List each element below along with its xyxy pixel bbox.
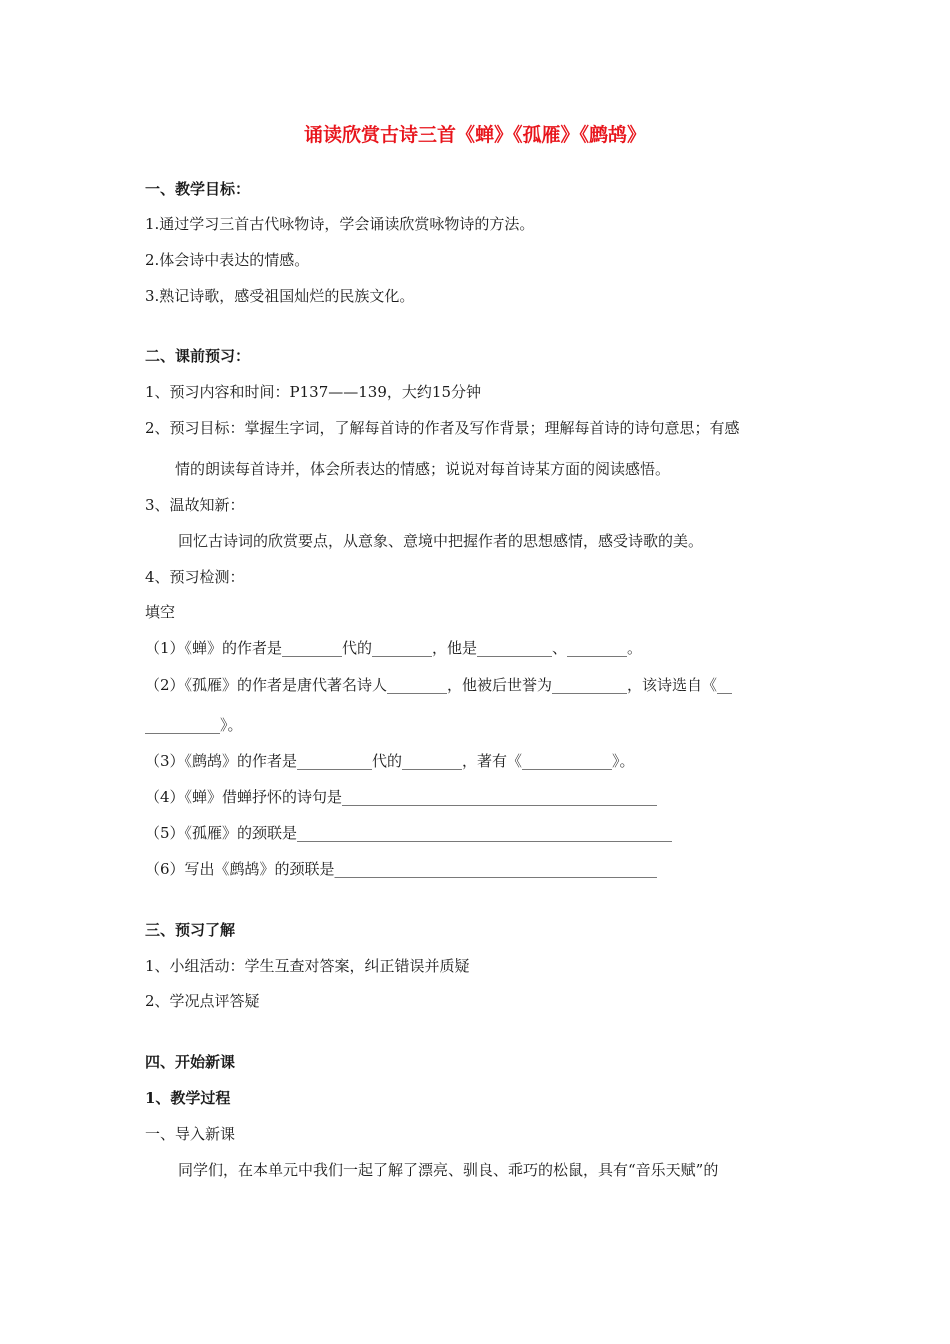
preview-item: 1、预习内容和时间：P137——139，大约15分钟: [145, 383, 481, 401]
fill-blank-question: （4）《蝉》借蝉抒怀的诗句是__________________________________________: [145, 788, 658, 806]
preview-paragraph: 回忆古诗词的欣赏要点，从意象、意境中把握作者的思想感情，感受诗歌的美。: [178, 532, 704, 550]
section-heading-goals: 一、教学目标：: [145, 180, 251, 198]
subsection-heading: 1、教学过程: [145, 1089, 231, 1107]
preview-item: 2、预习目标：掌握生字词，了解每首诗的作者及写作背景；理解每首诗的诗句意思；有感: [145, 419, 740, 437]
preview-item: 4、预习检测：: [145, 568, 245, 586]
fill-blank-question: （2）《孤雁》的作者是唐代著名诗人________，他被后世誉为__________，该诗选自《__: [145, 676, 733, 694]
document-title: 诵读欣赏古诗三首《蝉》《孤雁》《鹧鸪》: [303, 124, 646, 146]
lesson-paragraph: 同学们，在本单元中我们一起了解了漂亮、驯良、乖巧的松鼠，具有“音乐天赋”的: [178, 1161, 719, 1179]
goal-item: 1.通过学习三首古代咏物诗，学会诵读欣赏咏物诗的方法。: [145, 215, 535, 233]
fill-blank-question: （3）《鹧鸪》的作者是__________代的________，著有《____________》。: [145, 752, 635, 770]
goal-item: 2.体会诗中表达的情感。: [145, 251, 310, 269]
goal-item: 3.熟记诗歌，感受祖国灿烂的民族文化。: [145, 287, 415, 305]
section-heading-preview: 二、课前预习：: [145, 347, 251, 365]
review-item: 1、小组活动：学生互查对答案，纠正错误并质疑: [145, 957, 470, 975]
step-heading: 一、导入新课: [145, 1125, 236, 1143]
section-heading-new-lesson: 四、开始新课: [145, 1053, 236, 1071]
fill-blank-question: （5）《孤雁》的颈联是__________________________________________________: [145, 824, 673, 842]
preview-item: 3、温故知新：: [145, 496, 245, 514]
review-item: 2、学况点评答疑: [145, 992, 260, 1010]
preview-item-continued: 情的朗读每首诗并，体会所表达的情感；说说对每首诗某方面的阅读感悟。: [175, 460, 671, 478]
fill-blank-question-continued: __________》。: [145, 716, 243, 734]
fill-blank-question: （1）《蝉》的作者是________代的________，他是__________、________。: [145, 639, 643, 657]
section-heading-review: 三、预习了解: [145, 921, 236, 939]
fill-blank-question: （6）写出《鹧鸪》的颈联是___________________________________________: [145, 860, 658, 878]
fill-blank-label: 填空: [145, 603, 176, 621]
